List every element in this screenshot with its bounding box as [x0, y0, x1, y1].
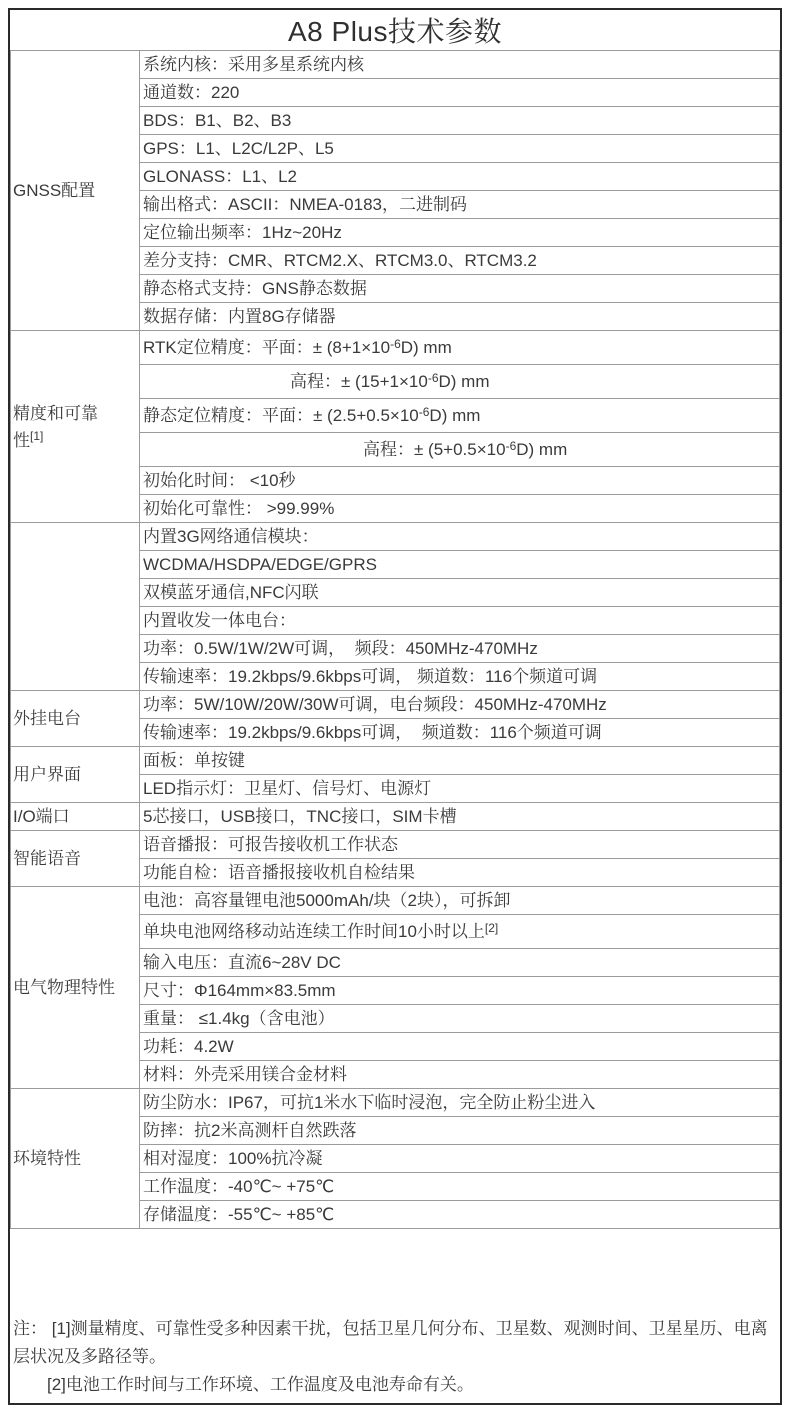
footnotes	[10, 1229, 780, 1403]
spec-table	[10, 10, 780, 1229]
spec-cell-comm-1: WCDMA/HSDPA/EDGE/GPRS	[140, 551, 780, 579]
spec-cell-accuracy-1: 高程：± $(15+1\times 10^{-6}D)$ mm	[140, 365, 780, 399]
spec-row	[11, 691, 780, 719]
spec-row	[11, 523, 780, 551]
spec-row	[11, 803, 780, 831]
spec-cell-comm-0: 内置3G网络通信模块：	[140, 523, 780, 551]
spec-cell-electrical-physical-1: 单块电池网络移动站连续工作时间10小时以上[2]	[140, 915, 780, 949]
spec-cell-gnss-4: GLONASS：L1、L2	[140, 163, 780, 191]
spec-cell-accuracy-2: 静态定位精度：平面：± $(2.5+0.5\times 10^{-6}D)$ mm	[140, 399, 780, 433]
spec-cell-io-ports-0: 5芯接口，USB接口，TNC接口，SIM卡槽	[140, 803, 780, 831]
spec-row	[11, 1089, 780, 1117]
spec-cell-gnss-3: GPS：L1、L2C/L2P、L5	[140, 135, 780, 163]
title-row	[11, 10, 780, 51]
section-label-io-ports: I/O端口	[11, 803, 140, 831]
spec-cell-electrical-physical-5: 功耗：4.2W	[140, 1033, 780, 1061]
spec-row	[11, 831, 780, 859]
spec-cell-gnss-9: 数据存储：内置8G存储器	[140, 303, 780, 331]
spec-sheet	[8, 8, 782, 1405]
section-label-electrical-physical: 电气物理特性	[11, 887, 140, 1089]
spec-cell-electrical-physical-4: 重量： ≤1.4kg（含电池）	[140, 1005, 780, 1033]
spec-row	[11, 51, 780, 79]
spec-cell-user-interface-0: 面板：单按键	[140, 747, 780, 775]
page-title: A8 Plus技术参数	[11, 10, 780, 51]
spec-cell-gnss-5: 输出格式：ASCII：NMEA-0183，二进制码	[140, 191, 780, 219]
section-label-external-radio: 外挂电台	[11, 691, 140, 747]
section-label-environment: 环境特性	[11, 1089, 140, 1229]
spec-cell-gnss-8: 静态格式支持：GNS静态数据	[140, 275, 780, 303]
footnote-1: 注： [1]测量精度、可靠性受多种因素干扰，包括卫星几何分布、卫星数、观测时间、卫星星历、电离层状况及多路径等。	[13, 1319, 768, 1366]
section-label-comm	[11, 523, 140, 691]
spec-cell-user-interface-1: LED指示灯：卫星灯、信号灯、电源灯	[140, 775, 780, 803]
section-label-accuracy: 精度和可靠 性[1]	[11, 331, 140, 523]
spec-cell-accuracy-5: 初始化可靠性： >99.99%	[140, 495, 780, 523]
spec-cell-gnss-6: 定位输出频率：1Hz~20Hz	[140, 219, 780, 247]
spec-cell-accuracy-3: 高程：± $(5+0.5\times 10^{-6}D)$ mm	[140, 433, 780, 467]
spec-cell-comm-2: 双模蓝牙通信,NFC闪联	[140, 579, 780, 607]
spec-cell-comm-5: 传输速率：19.2kbps/9.6kbps可调， 频道数：116个频道可调	[140, 663, 780, 691]
spec-cell-electrical-physical-0: 电池：高容量锂电池5000mAh/块（2块），可拆卸	[140, 887, 780, 915]
spec-row	[11, 747, 780, 775]
spec-cell-electrical-physical-2: 输入电压：直流6~28V DC	[140, 949, 780, 977]
spec-cell-environment-1: 防摔：抗2米高测杆自然跌落	[140, 1117, 780, 1145]
spec-cell-external-radio-0: 功率：5W/10W/20W/30W可调，电台频段：450MHz-470MHz	[140, 691, 780, 719]
spec-cell-environment-2: 相对湿度：100%抗冷凝	[140, 1145, 780, 1173]
spec-cell-environment-3: 工作温度：-40℃~ +75℃	[140, 1173, 780, 1201]
spec-cell-gnss-0: 系统内核：采用多星系统内核	[140, 51, 780, 79]
spec-cell-electrical-physical-3: 尺寸：Φ164mm×83.5mm	[140, 977, 780, 1005]
spec-cell-gnss-7: 差分支持：CMR、RTCM2.X、RTCM3.0、RTCM3.2	[140, 247, 780, 275]
spec-cell-smart-voice-0: 语音播报：可报告接收机工作状态	[140, 831, 780, 859]
spec-row	[11, 887, 780, 915]
section-label-smart-voice: 智能语音	[11, 831, 140, 887]
spec-cell-external-radio-1: 传输速率：19.2kbps/9.6kbps可调， 频道数：116个频道可调	[140, 719, 780, 747]
spec-cell-environment-4: 存储温度：-55℃~ +85℃	[140, 1201, 780, 1229]
footnote-2: [2]电池工作时间与工作环境、工作温度及电池寿命有关。	[47, 1375, 474, 1394]
section-label-gnss: GNSS配置	[11, 51, 140, 331]
section-label-user-interface: 用户界面	[11, 747, 140, 803]
spec-cell-comm-3: 内置收发一体电台：	[140, 607, 780, 635]
spec-cell-electrical-physical-6: 材料：外壳采用镁合金材料	[140, 1061, 780, 1089]
spec-cell-smart-voice-1: 功能自检：语音播报接收机自检结果	[140, 859, 780, 887]
spec-cell-comm-4: 功率：0.5W/1W/2W可调， 频段：450MHz-470MHz	[140, 635, 780, 663]
spec-cell-accuracy-0: RTK定位精度：平面：± $(8+1\times 10^{-6}D)$ mm	[140, 331, 780, 365]
spec-row	[11, 331, 780, 365]
spec-cell-gnss-1: 通道数：220	[140, 79, 780, 107]
spec-cell-accuracy-4: 初始化时间： <10秒	[140, 467, 780, 495]
spec-cell-environment-0: 防尘防水：IP67，可抗1米水下临时浸泡，完全防止粉尘进入	[140, 1089, 780, 1117]
spec-cell-gnss-2: BDS：B1、B2、B3	[140, 107, 780, 135]
